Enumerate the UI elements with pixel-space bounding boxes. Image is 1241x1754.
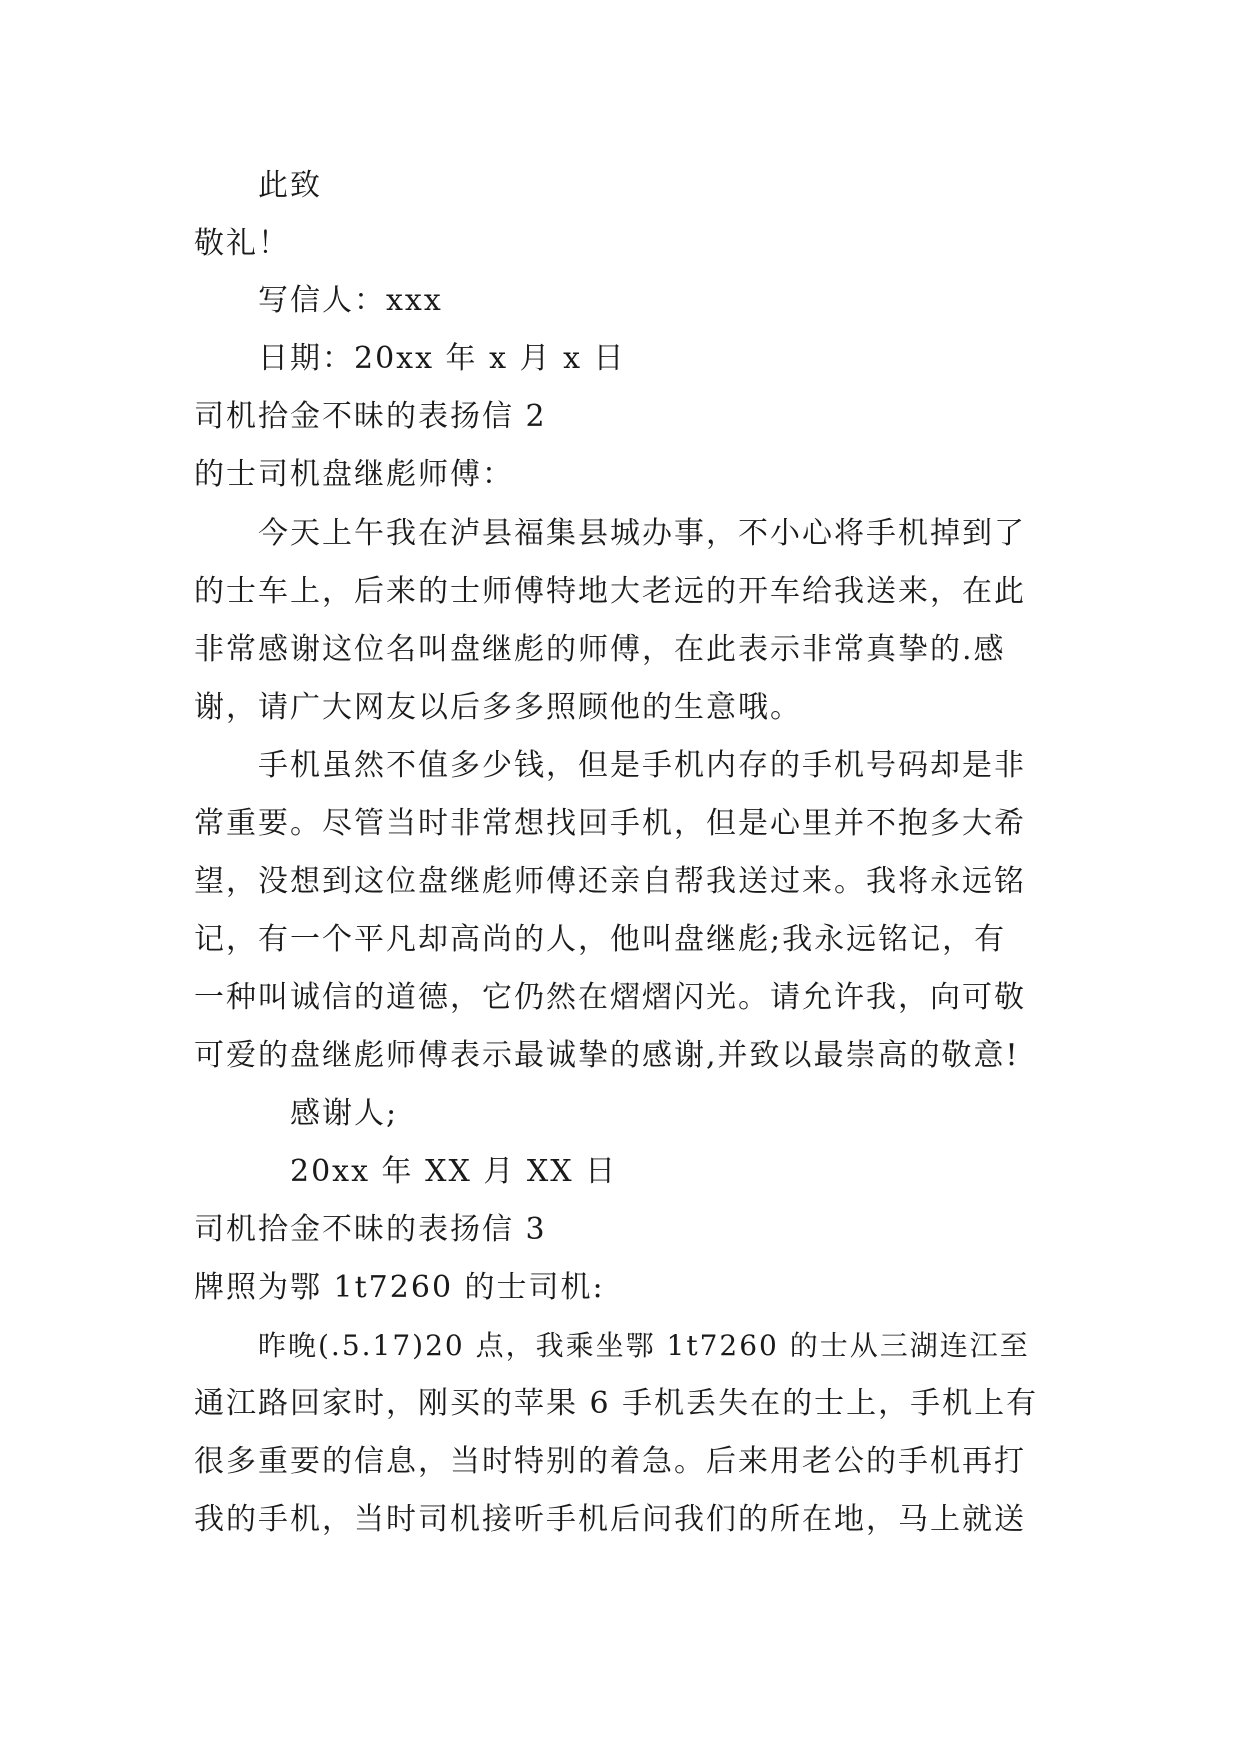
letter2-p2-line: 记，有一个平凡却高尚的人，他叫盘继彪;我永远铭记，有 xyxy=(194,922,1007,957)
letter3-p1-line: 昨晚(.5.17)20 点，我乘坐鄂 1t7260 的士从三湖连江至 xyxy=(258,1329,1030,1362)
letter3-p1-line: 很多重要的信息，当时特别的着急。后来用老公的手机再打 xyxy=(194,1444,1026,1479)
letter3-p1-line: 通江路回家时，刚买的苹果 6 手机丢失在的士上，手机上有 xyxy=(194,1386,1039,1421)
letter2-p1-line: 非常感谢这位名叫盘继彪的师傅，在此表示非常真挚的.感 xyxy=(194,632,1006,667)
letter3-addressee: 牌照为鄂 1t7260 的士司机: xyxy=(194,1270,605,1305)
letter3-title: 司机拾金不昧的表扬信 3 xyxy=(194,1212,547,1247)
letter2-title: 司机拾金不昧的表扬信 2 xyxy=(194,399,547,434)
letter2-p1-line: 的士车上，后来的士师傅特地大老远的开车给我送来，在此 xyxy=(194,574,1026,609)
letter2-p1-line: 谢，请广大网友以后多多照顾他的生意哦。 xyxy=(194,690,802,725)
date-line: 日期：20xx 年 x 月 x 日 xyxy=(258,341,626,376)
closing-salutation: 此致 xyxy=(258,168,322,203)
letter2-p1-line: 今天上午我在泸县福集县城办事，不小心将手机掉到了 xyxy=(258,516,1026,551)
writer-line: 写信人：xxx xyxy=(258,283,443,318)
letter2-date: 20xx 年 XX 月 XX 日 xyxy=(290,1154,618,1189)
letter2-p2-line: 望，没想到这位盘继彪师傅还亲自帮我送过来。我将永远铭 xyxy=(194,864,1026,899)
letter2-addressee: 的士司机盘继彪师傅： xyxy=(194,457,514,492)
letter3-p1-line: 我的手机，当时司机接听手机后问我们的所在地，马上就送 xyxy=(194,1502,1026,1537)
letter2-signer: 感谢人; xyxy=(290,1096,399,1131)
letter2-p2-line: 常重要。尽管当时非常想找回手机，但是心里并不抱多大希 xyxy=(194,806,1026,841)
letter2-p2-line: 手机虽然不值多少钱，但是手机内存的手机号码却是非 xyxy=(258,748,1026,783)
closing-regards: 敬礼！ xyxy=(194,226,290,261)
letter2-p2-line: 一种叫诚信的道德，它仍然在熠熠闪光。请允许我，向可敬 xyxy=(194,980,1026,1015)
letter2-p2-line: 可爱的盘继彪师傅表示最诚挚的感谢,并致以最崇高的敬意! xyxy=(194,1038,1020,1073)
